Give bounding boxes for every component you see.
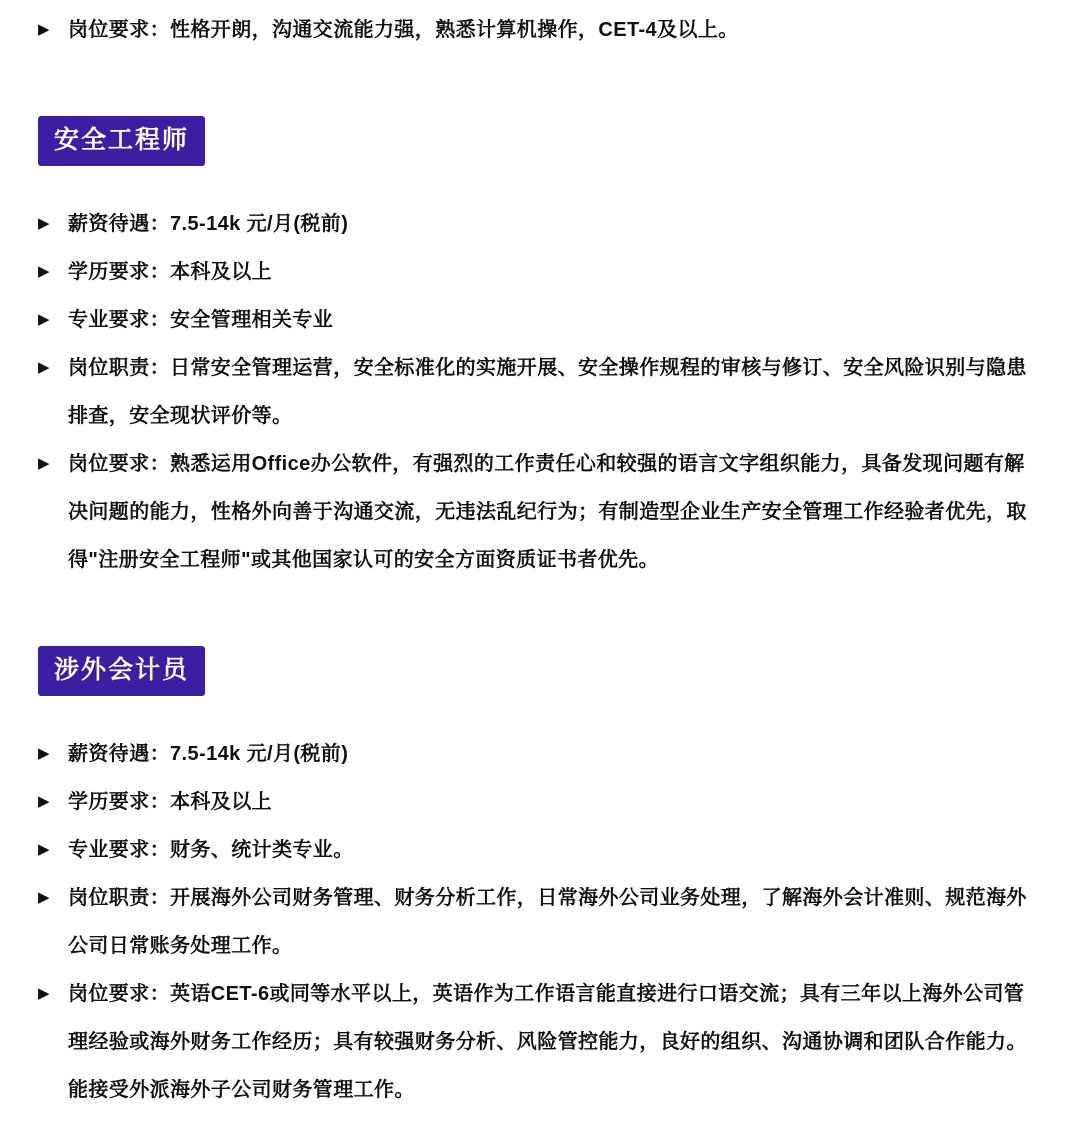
list-item bbox=[38, 296, 1044, 344]
item-value: 本科及以上 bbox=[170, 791, 272, 813]
section-title-label: 涉外会计员 bbox=[38, 646, 205, 696]
item-value: 7.5-14k 元/月(税前) bbox=[170, 743, 349, 765]
item-label: 岗位职责： bbox=[68, 357, 170, 379]
bullet-marker-icon: ▶ bbox=[38, 215, 50, 232]
list-item bbox=[38, 778, 1044, 826]
bullet-marker-icon: ▶ bbox=[38, 745, 50, 762]
section-heading-safety-engineer bbox=[38, 116, 1044, 166]
heading-gap bbox=[38, 166, 1044, 200]
bullet-marker-icon: ▶ bbox=[38, 985, 50, 1002]
item-value: 英语CET-6或同等水平以上，英语作为工作语言能直接进行口语交流；具有三年以上海外公司管理经验或海外财务工作经历；具有较强财务分析、风险管控能力，良好的组织、沟通协调和团队合作能力。能接受外派海外子公司财务管理工作。 bbox=[68, 983, 1027, 1101]
item-value: 安全管理相关专业 bbox=[170, 309, 334, 331]
section-gap bbox=[38, 54, 1044, 116]
intro-requirement-value: 性格开朗，沟通交流能力强，熟悉计算机操作，CET-4及以上。 bbox=[170, 19, 739, 41]
item-label: 专业要求： bbox=[68, 309, 170, 331]
list-item bbox=[38, 440, 1044, 584]
bullet-marker-icon: ▶ bbox=[38, 889, 50, 906]
list-item bbox=[38, 730, 1044, 778]
bullet-marker-icon: ▶ bbox=[38, 21, 50, 38]
list-item bbox=[38, 874, 1044, 970]
list-item bbox=[38, 248, 1044, 296]
item-label: 学历要求： bbox=[68, 791, 170, 813]
list-item bbox=[38, 344, 1044, 440]
item-label: 学历要求： bbox=[68, 261, 170, 283]
item-value: 7.5-14k 元/月(税前) bbox=[170, 213, 349, 235]
intro-requirement-line bbox=[38, 6, 1044, 54]
bullet-marker-icon: ▶ bbox=[38, 359, 50, 376]
section-gap bbox=[38, 584, 1044, 646]
item-label: 薪资待遇： bbox=[68, 743, 170, 765]
item-label: 岗位要求： bbox=[68, 453, 170, 475]
item-value: 财务、统计类专业。 bbox=[170, 839, 354, 861]
intro-requirement-label: 岗位要求： bbox=[68, 19, 170, 41]
item-label: 薪资待遇： bbox=[68, 213, 170, 235]
item-label: 岗位要求： bbox=[68, 983, 170, 1005]
heading-gap bbox=[38, 696, 1044, 730]
item-label: 专业要求： bbox=[68, 839, 170, 861]
bullet-marker-icon: ▶ bbox=[38, 311, 50, 328]
bullet-marker-icon: ▶ bbox=[38, 263, 50, 280]
bullet-marker-icon: ▶ bbox=[38, 793, 50, 810]
item-value: 本科及以上 bbox=[170, 261, 272, 283]
section-title-label: 安全工程师 bbox=[38, 116, 205, 166]
list-item bbox=[38, 970, 1044, 1114]
bullet-marker-icon: ▶ bbox=[38, 455, 50, 472]
bullet-marker-icon: ▶ bbox=[38, 841, 50, 858]
item-value: 日常安全管理运营，安全标准化的实施开展、安全操作规程的审核与修订、安全风险识别与隐患排查，安全现状评价等。 bbox=[68, 357, 1027, 427]
item-value: 开展海外公司财务管理、财务分析工作，日常海外公司业务处理，了解海外会计准则、规范海外公司日常账务处理工作。 bbox=[68, 887, 1027, 957]
list-item bbox=[38, 200, 1044, 248]
list-item bbox=[38, 826, 1044, 874]
section-heading-foreign-accountant bbox=[38, 646, 1044, 696]
item-value: 熟悉运用Office办公软件，有强烈的工作责任心和较强的语言文字组织能力，具备发现问题有解决问题的能力，性格外向善于沟通交流，无违法乱纪行为；有制造型企业生产安全管理工作经验者优先，取得"注册安全工程师"或其他国家认可的安全方面资质证书者优先。 bbox=[68, 453, 1027, 571]
item-label: 岗位职责： bbox=[68, 887, 170, 909]
bottom-spacer bbox=[38, 1114, 1044, 1126]
